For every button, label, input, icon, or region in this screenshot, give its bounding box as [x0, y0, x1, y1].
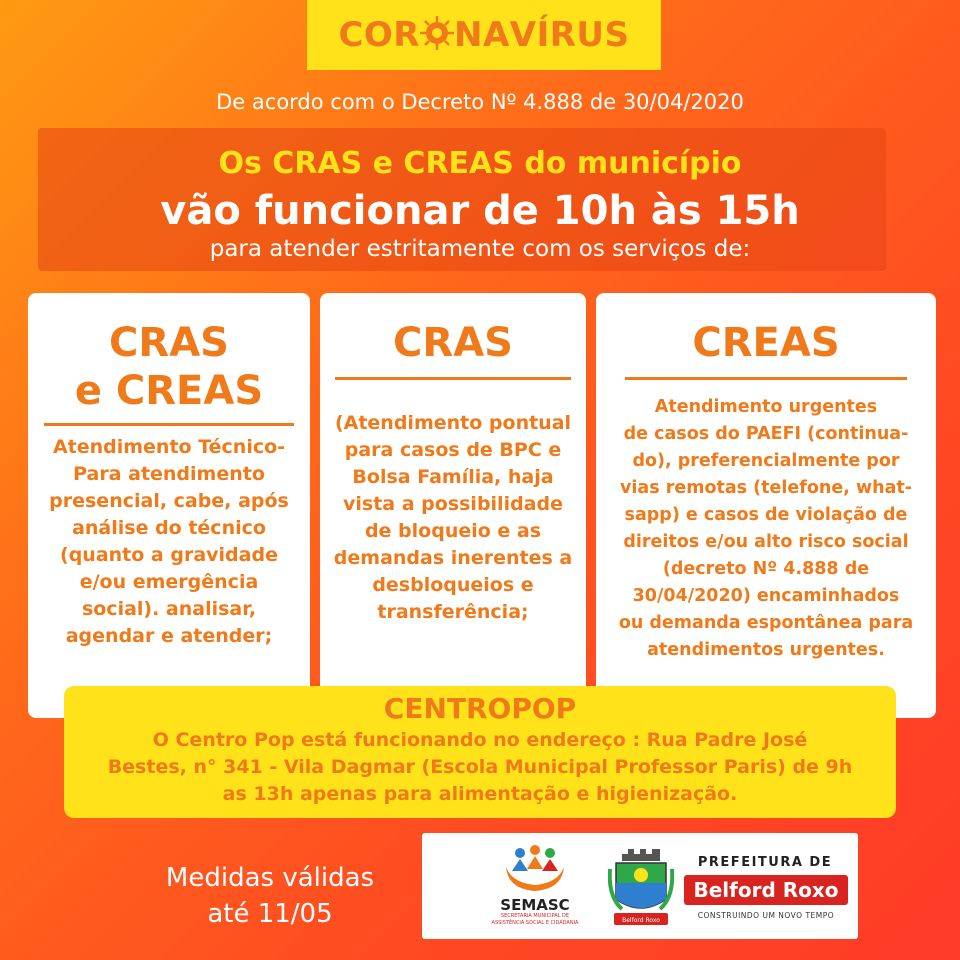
card-body-line: de bloqueio e as [364, 520, 542, 542]
centropop-line: O Centro Pop está funcionando no endereço : Rua Padre José [152, 729, 808, 751]
city-name: Belford Roxo [693, 878, 839, 902]
centropop-line: as 13h apenas para alimentação e higienização. [222, 783, 738, 805]
crest-ribbon-text: Belford Roxo [622, 917, 660, 924]
banner-title-part2: NA [454, 15, 510, 55]
validity-note [140, 860, 400, 932]
headline-line1: Os CRAS e CREAS do município [218, 146, 742, 181]
validity-line1: Medidas válidas [165, 863, 375, 893]
card-body-line: desbloqueios e [372, 574, 534, 596]
semasc-name: SEMASC [500, 896, 570, 914]
divider [625, 377, 907, 380]
headline-line3: para atender estritamente com os serviços de: [209, 236, 751, 262]
semasc-subtitle: ASSISTÊNCIA SOCIAL E CIDADANIA [491, 920, 579, 926]
headline-line2: vão funcionar de 10h às 15h [160, 188, 800, 234]
centropop-panel [64, 686, 896, 818]
card-title-line: e CREAS [74, 368, 264, 414]
decree-text: De acordo com o Decreto Nº 4.888 de 30/04/2020 [216, 90, 744, 114]
card-body-line: 30/04/2020) encaminhados [632, 586, 900, 606]
card-body-line: de casos do PAEFI (continua- [623, 424, 909, 444]
coronavirus-banner [307, 0, 661, 70]
card-body-line: agendar e atender; [65, 625, 273, 647]
card-body-line: presencial, cabe, após [49, 490, 289, 512]
card-body-line: Bolsa Família, haja [352, 466, 554, 488]
card-body-line: direitos e/ou alto risco social [623, 532, 909, 552]
card-body-line: do), preferencialmente por [632, 451, 900, 471]
card-body-line: (Atendimento pontual [334, 412, 572, 434]
validity-line2: até 11/05 [207, 899, 333, 929]
card-body-line: vias remotas (telefone, what- [619, 478, 913, 498]
card-body-line: ou demanda espontânea para [618, 613, 914, 633]
semasc-subtitle: SECRETARIA MUNICIPAL DE [500, 913, 570, 919]
card-title-line: CRAS [393, 320, 513, 366]
logos-panel [422, 833, 858, 939]
card-body-line: transferência; [377, 601, 529, 623]
card-cras-creas [28, 293, 310, 718]
card-creas [596, 293, 936, 718]
card-cras [320, 293, 586, 718]
virus-icon [420, 15, 454, 55]
card-body-line: e/ou emergência [79, 571, 259, 593]
card-title-line: CRAS [109, 320, 229, 366]
card-body-line: vista a possibilidade [343, 493, 563, 515]
card-body-line: demandas inerentes a [333, 547, 573, 569]
card-body-line: Para atendimento [73, 463, 265, 485]
card-body-line: para casos de BPC e [344, 439, 562, 461]
card-body-line: análise do técnico [72, 517, 266, 539]
card-body-line: sapp) e casos de violação de [624, 505, 908, 525]
centropop-title: CENTROPOP [383, 692, 577, 725]
divider [335, 377, 571, 380]
centropop-line: Bestes, n° 341 - Vila Dagmar (Escola Municipal Professor Paris) de 9h [107, 756, 853, 778]
card-body-line: Atendimento Técnico- [52, 436, 286, 458]
card-body-line: atendimentos urgentes. [647, 640, 885, 660]
card-body-line: Atendimento urgentes [654, 397, 878, 417]
banner-title-part1: COR [338, 15, 420, 55]
people-icon [500, 845, 570, 893]
prefeitura-slogan: CONSTRUINDO UM NOVO TEMPO [697, 911, 835, 920]
banner-title-part3: VÍRUS [509, 15, 630, 55]
card-title-line: CREAS [692, 320, 840, 366]
card-body-line: social). analisar, [81, 598, 257, 620]
divider [44, 423, 294, 426]
semasc-logo [480, 845, 590, 935]
city-crest [608, 847, 674, 931]
prefeitura-title: PREFEITURA DE [697, 855, 833, 870]
city-name-badge [684, 875, 848, 905]
card-body-line: (decreto Nº 4.888 de [662, 559, 870, 579]
card-body-line: (quanto a gravidade [60, 544, 278, 566]
